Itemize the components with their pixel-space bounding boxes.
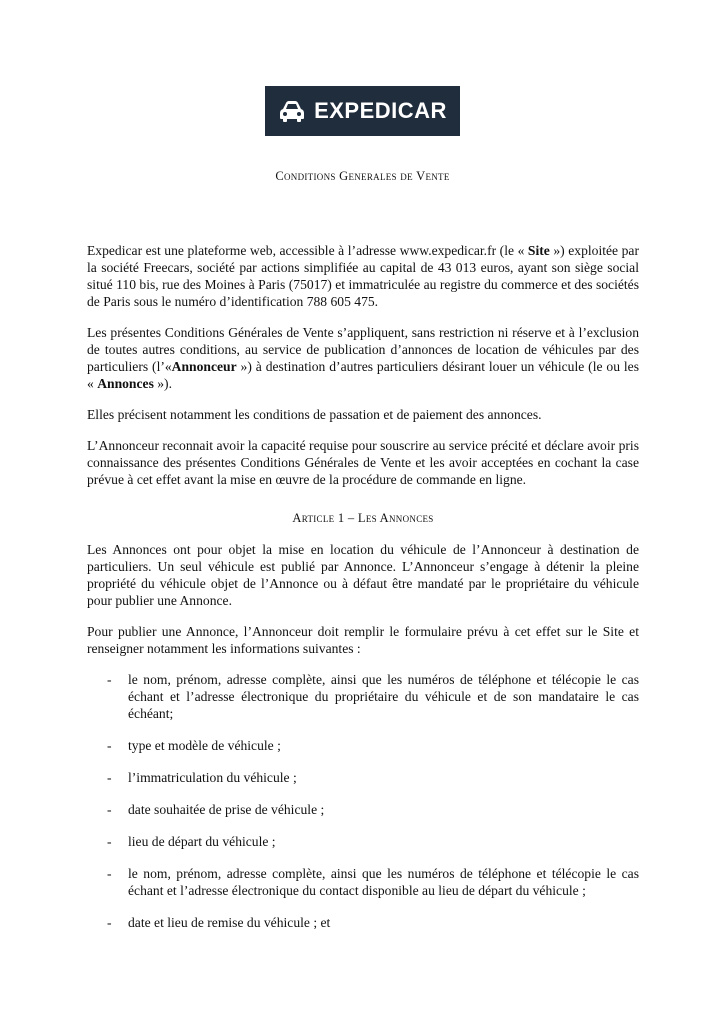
list-item: - date et lieu de remise du véhicule ; et [107, 915, 331, 930]
intro-paragraph-4: L’Annonceur reconnait avoir la capacité requise pour souscrire au service précité et déclare avoir pris connaissance des présentes Conditions Générales de Vente et les avoir acceptées en cochant la case prévue à cet effet avant la mise en œuvre de la procédure de commande en ligne. [87, 438, 639, 487]
expedicar-logo [265, 86, 460, 136]
list-item: - le nom, prénom, adresse complète, ainsi que les numéros de téléphone et télécopie le cas échant et l’adresse électronique du contact disponible au lieu de départ du véhicule ; [107, 866, 639, 898]
intro-paragraph-2: Les présentes Conditions Générales de Vente s’appliquent, sans restriction ni réserve et à l’exclusion de toutes autres conditions, au service de publication d’annonces de location de véhicules par des particuliers (l’«Annonceur ») à destination d’autres particuliers désirant louer un véhicule (le ou les « Annonces »). [87, 325, 639, 391]
document-body [87, 242, 639, 946]
article-1-paragraph-1: Les Annonces ont pour objet la mise en location du véhicule de l’Annonceur à destination de particuliers. Un seul véhicule est publié par Annonce. L’Annonceur s’engage à détenir la pleine propriété du véhicule objet de l’Annonce ou à défaut être mandaté par le propriétaire du véhicule pour publier une Annonce. [87, 542, 639, 608]
intro-paragraph-1: Expedicar est une plateforme web, accessible à l’adresse www.expedicar.fr (le « Site ») exploitée par la société Freecars, société par actions simplifiée au capital de 43 013 euros, ayant son siège social situé 110 bis, rue des Moines à Paris (75017) et immatriculée au registre du commerce et des sociétés de Paris sous le numéro d’identification 788 605 475. [87, 243, 639, 309]
list-item: - type et modèle de véhicule ; [107, 738, 281, 753]
document-title: Conditions Generales de Vente [275, 169, 450, 183]
list-item: - le nom, prénom, adresse complète, ainsi que les numéros de téléphone et télécopie le cas échant et l’adresse électronique du propriétaire du véhicule et de son mandataire le cas échéant; [107, 672, 639, 721]
dash-marker: - [107, 915, 112, 930]
car-icon [278, 100, 306, 122]
list-item: - date souhaitée de prise de véhicule ; [107, 802, 325, 817]
article-1-paragraph-2: Pour publier une Annonce, l’Annonceur doit remplir le formulaire prévu à cet effet sur le Site et renseigner notamment les informations suivantes : [87, 624, 639, 656]
list-item: - l’immatriculation du véhicule ; [107, 770, 297, 785]
article-1-list [87, 671, 639, 931]
dash-marker: - [107, 672, 112, 687]
dash-marker: - [107, 866, 112, 881]
dash-marker: - [107, 834, 112, 849]
article-1-heading: Article 1 – Les Annonces [292, 511, 434, 525]
dash-marker: - [107, 738, 112, 753]
dash-marker: - [107, 770, 112, 785]
intro-paragraph-3: Elles précisent notamment les conditions de passation et de paiement des annonces. [87, 407, 542, 422]
list-item: - lieu de départ du véhicule ; [107, 834, 276, 849]
dash-marker: - [107, 802, 112, 817]
logo-text: EXPEDICAR [314, 98, 447, 123]
